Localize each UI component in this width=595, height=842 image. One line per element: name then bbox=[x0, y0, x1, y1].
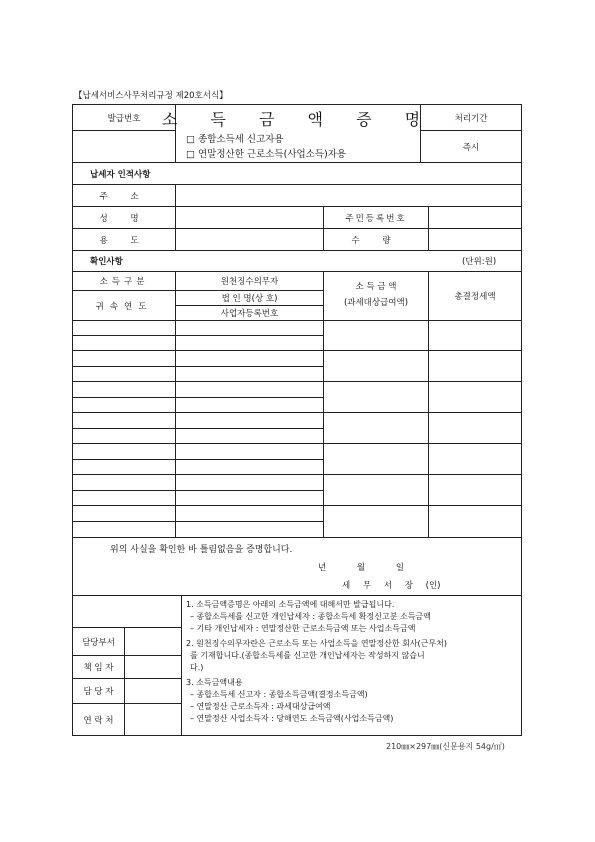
quantity-label: 수 량 bbox=[351, 235, 401, 246]
taxpayer-section-title: 납세자 인적사항 bbox=[90, 169, 151, 180]
confirm-header-bottom-line bbox=[72, 320, 522, 321]
note-line: 2. 원천징수의무자란은 근로소득 또는 사업소득을 연말정산한 회사(근무처) bbox=[186, 639, 447, 648]
col-income-type: 소득구분 bbox=[99, 277, 149, 287]
page-title: 소 득 금 액 증 명 bbox=[161, 109, 435, 129]
issue-no-label: 발급번호 bbox=[107, 113, 141, 124]
note-line: 다.) bbox=[190, 663, 204, 672]
note-line: – 연말정산 근로소득자 : 과세대상급여액 bbox=[190, 702, 331, 711]
note-line: – 기타 개인납세자 : 연말정산한 근로소득금액 또는 사업소득금액 bbox=[190, 624, 416, 633]
col-amount-sub: (과세대상급여액) bbox=[343, 298, 409, 308]
purpose-bottom-line bbox=[72, 250, 522, 251]
certify-text: 위의 사실을 확인한 바 틀림없음을 증명합니다. bbox=[110, 544, 293, 555]
resident-no-label: 주민등록번호 bbox=[345, 213, 407, 224]
dept-label: 담당부서 bbox=[82, 637, 115, 648]
row-line bbox=[72, 350, 522, 351]
row-line bbox=[72, 381, 522, 382]
issue-no-divider bbox=[72, 130, 175, 131]
footer-col-line bbox=[124, 627, 125, 735]
col-corp-name: 법 인 명(상 호) bbox=[221, 294, 278, 304]
paper-size: 210㎜×297㎜(신문용지 54g/㎡) bbox=[386, 741, 505, 751]
period-value: 즉시 bbox=[462, 142, 480, 153]
note-line: – 연말정산 사업소득자 : 당해연도 소득금액(사업소득금액) bbox=[190, 714, 394, 723]
name-label: 성 명 bbox=[99, 213, 149, 224]
row-line bbox=[72, 366, 323, 367]
purpose-field[interactable] bbox=[176, 229, 323, 250]
col-year: 귀속연도 bbox=[95, 301, 153, 312]
certify-issuer: 세 무 서 장 (인) bbox=[342, 581, 441, 591]
row-line bbox=[72, 428, 323, 429]
row-line bbox=[72, 335, 323, 336]
form-code: 【납세서비스사무처리규정 제20호서식】 bbox=[74, 91, 228, 101]
row-line bbox=[72, 397, 323, 398]
note-line: 1. 소득금액증명은 아래의 소득금액에 대해서만 발급됩니다. bbox=[186, 600, 395, 609]
note-line: – 종합소득세 신고자 : 종합소득금액(결정소득금액) bbox=[190, 690, 368, 699]
row-line bbox=[72, 521, 323, 522]
manager-label: 책 임 자 bbox=[83, 663, 114, 673]
confirm-col-line bbox=[323, 271, 324, 537]
officer-label: 담 당 자 bbox=[83, 687, 114, 697]
certify-top-line bbox=[72, 537, 522, 538]
certify-date: 년 월 일 bbox=[318, 563, 405, 573]
row-line bbox=[72, 474, 522, 475]
resident-no-field[interactable] bbox=[429, 207, 521, 228]
col-amount: 소 득 금 액 bbox=[355, 282, 397, 292]
option-year-end-settlement[interactable]: □ 연말정산한 근로소득(사업소득)자용 bbox=[186, 149, 347, 160]
row-line bbox=[72, 459, 323, 460]
certify-bottom-line bbox=[72, 595, 522, 596]
contact-label: 연 락 처 bbox=[83, 715, 114, 726]
name-field[interactable] bbox=[176, 207, 323, 228]
unit-label: (단위:원) bbox=[462, 257, 497, 267]
row-line bbox=[72, 443, 522, 444]
row-line bbox=[72, 505, 522, 506]
col-biz-no: 사업자등록번호 bbox=[220, 309, 279, 319]
period-label: 처리기간 bbox=[454, 113, 488, 124]
note-line: 를 기재합니다.(종합소득세를 신고한 개인납세자는 작성하지 않습니 bbox=[190, 651, 425, 660]
address-field[interactable] bbox=[176, 185, 521, 206]
address-label: 주 소 bbox=[99, 191, 149, 202]
footer-col-line bbox=[181, 595, 182, 735]
quantity-field[interactable] bbox=[429, 229, 521, 250]
confirm-section-title: 확인사항 bbox=[90, 257, 123, 267]
col-tax: 총결정세액 bbox=[454, 292, 496, 302]
option-income-tax-filer[interactable]: □ 종합소득세 신고자용 bbox=[186, 134, 284, 145]
purpose-label: 용 도 bbox=[99, 235, 149, 246]
notes-block bbox=[186, 599, 520, 725]
row-line bbox=[72, 412, 522, 413]
table-right-border bbox=[521, 104, 522, 735]
table-bottom-border bbox=[72, 735, 522, 736]
note-line: 3. 소득금액내용 bbox=[186, 678, 243, 687]
row-line bbox=[72, 490, 323, 491]
note-line: – 종합소득세를 신고한 개인납세자 : 종합소득세 확정신고분 소득금액 bbox=[190, 612, 431, 621]
col-withholder: 원천징수의무자 bbox=[220, 277, 279, 287]
